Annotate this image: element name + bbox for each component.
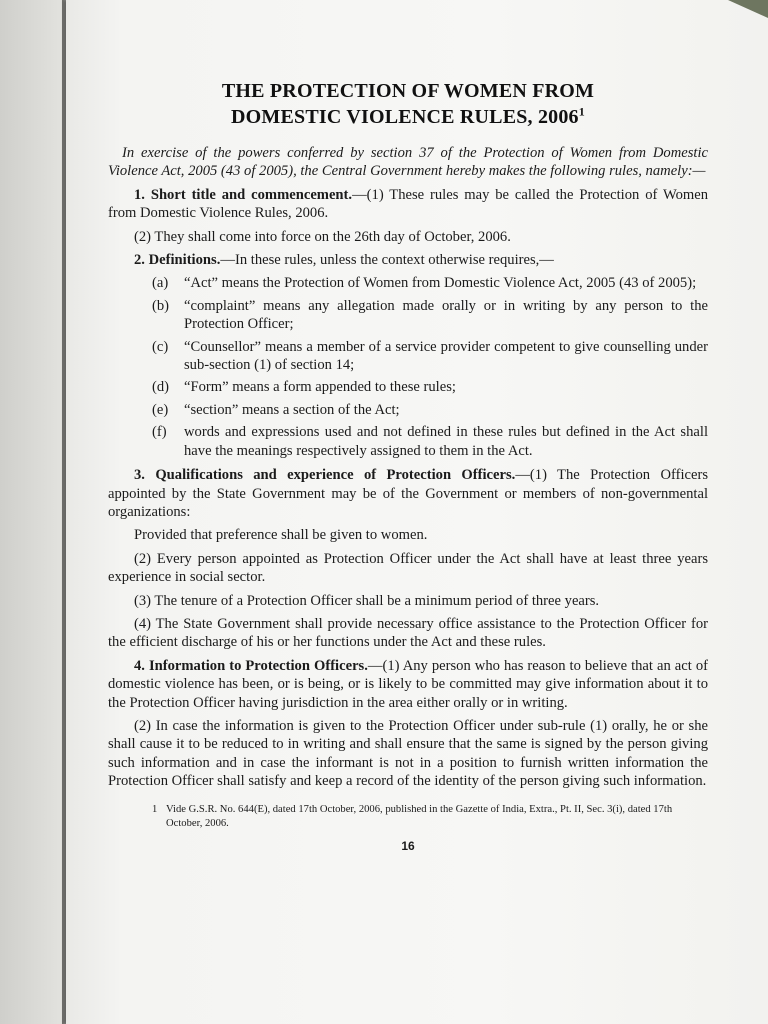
definition-text: words and expressions used and not defined in these rules but defined in the Act shall have the meanings respectively assigned to them in the Act. — [184, 424, 708, 459]
definition-text: “Form” means a form appended to these rules; — [184, 379, 456, 396]
rule-2 — [108, 251, 708, 269]
rule-3-sub-2: (2) Every person appointed as Protection Officer under the Act shall have at least three years experience in social sector. — [108, 550, 708, 586]
definition-text: “Act” means the Protection of Women from Domestic Violence Act, 2005 (43 of 2005); — [184, 275, 697, 292]
definition-label: (b) — [152, 297, 170, 314]
definition-label: (d) — [152, 379, 170, 396]
rule-1-heading: 1. Short title and commencement. — [134, 186, 353, 203]
definition-item — [108, 297, 708, 334]
definition-text: “Counsellor” means a member of a service provider competent to give counselling under sub-section (1) of section 14; — [184, 338, 708, 374]
definition-item — [108, 401, 708, 419]
definition-item — [108, 378, 708, 396]
definition-label: (e) — [152, 401, 169, 418]
rule-1-text: —(1) These rules may be called the Protection of Women from Domestic Violence Rules, 2006. — [108, 186, 708, 222]
page-content — [108, 78, 708, 855]
page-number: 16 — [401, 838, 415, 853]
footnote-separator — [108, 796, 258, 797]
footnote-number: 1 — [152, 803, 158, 815]
left-page-edge — [0, 0, 62, 1024]
definition-label: (c) — [152, 338, 169, 355]
document-title — [108, 78, 708, 130]
title-line-1: THE PROTECTION OF WOMEN FROM — [221, 80, 595, 102]
definition-text: “complaint” means any allegation made orally or in writing by any person to the Protection Officer; — [184, 297, 708, 333]
rule-3 — [108, 466, 708, 521]
definition-item — [108, 423, 708, 460]
rule-3-sub-4: (4) The State Government shall provide necessary office assistance to the Protection Officer for the efficient discharge of his or her functions under the Act and these rules. — [108, 615, 708, 651]
definition-label: (a) — [152, 275, 169, 292]
rule-4 — [108, 657, 708, 712]
definition-item — [108, 338, 708, 375]
footnote-text: Vide G.S.R. No. 644(E), dated 17th October, 2006, published in the Gazette of India, Extra., Pt. II, Sec. 3(i), dated 17th October, 2006. — [166, 803, 673, 829]
rule-2-heading: 2. Definitions. — [134, 252, 221, 269]
footnote — [122, 803, 708, 831]
rule-3-heading: 3. Qualifications and experience of Protection Officers. — [134, 467, 516, 484]
rule-3-proviso: Provided that preference shall be given to women. — [134, 527, 428, 544]
rule-2-text: —In these rules, unless the context otherwise requires,— — [220, 252, 554, 269]
rule-4-sub-2: (2) In case the information is given to the Protection Officer under sub-rule (1) orally, he or she shall cause it to be reduced to in writing and shall ensure that the same is signed by the person giving such information and in case the informant is not in a position to furnish written information the Protection Officer shall satisfy and keep a record of the identity of the person giving such information. — [108, 717, 708, 790]
rule-3-sub-3: (3) The tenure of a Protection Officer shall be a minimum period of three years. — [134, 592, 600, 609]
rule-1-sub-2: (2) They shall come into force on the 26th day of October, 2006. — [134, 228, 511, 245]
definition-text: “section” means a section of the Act; — [184, 401, 400, 418]
definition-item — [108, 274, 708, 292]
definition-label: (f) — [152, 424, 167, 441]
title-footnote-mark: 1 — [578, 104, 585, 119]
page-corner — [728, 0, 768, 18]
rule-1 — [108, 186, 708, 223]
preamble: In exercise of the powers conferred by section 37 of the Protection of Women from Domestic Violence Act, 2005 (43 of 2005), the Central Government hereby makes the following rules, namely:— — [108, 145, 708, 180]
definitions-list — [108, 274, 708, 460]
rule-4-heading: 4. Information to Protection Officers. — [134, 657, 368, 674]
rule-3-text: —(1) The Protection Officers appointed by the State Government may be of the Government or members of non-governmental organizations: — [108, 467, 708, 520]
title-line-2: DOMESTIC VIOLENCE RULES, 2006 — [231, 106, 579, 128]
rule-4-text: —(1) Any person who has reason to believe that an act of domestic violence has been, or is being, or is likely to be committed may give information about it to the Protection Officer having jurisdiction in the area either orally or in writing. — [108, 657, 708, 711]
